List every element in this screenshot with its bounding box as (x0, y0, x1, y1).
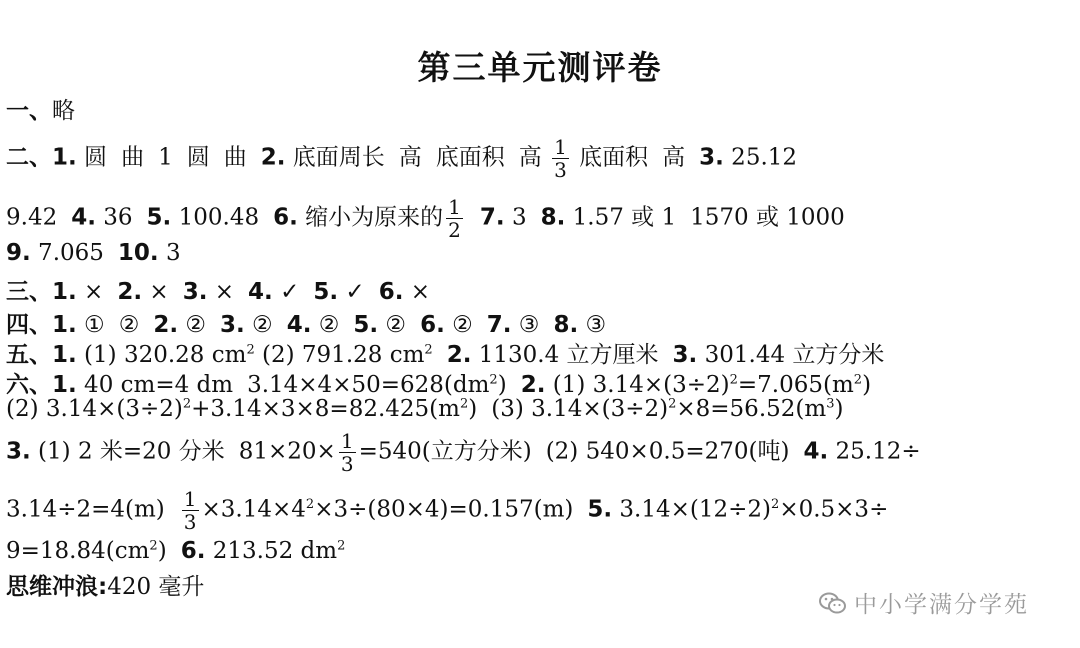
section-5-line: 五、1. (1) 320.28 $cm^2$ (2) 791.28 $cm^2$ 2. 1130.4 立方厘米 3. 301.44 立方分米 (6, 342, 885, 368)
section-2-line-3: 9. 7.065 10. 3 (6, 240, 181, 266)
section-2-line-2: 9.42 4. 36 5. 100.48 6. 缩小为原来的 $\frac{1}{2}$ 7. 3 8. 1.57 或 1 1570 或 1000 (6, 195, 845, 242)
section-6-line-3: 3. (1) 2 米=20 分米 81×20× $\frac{1}{3}$ =540(立方分米) (2) 540×0.5=270(吨) 4. 25.12÷ (6, 429, 921, 476)
fraction-one-third: $\frac{1}{3}$ (183, 487, 197, 534)
watermark-text: 中小学满分学苑 (854, 592, 1029, 618)
section-6-line-5: $9=18.84(cm^2)$ 6. 213.52 $dm^2$ (6, 538, 346, 564)
watermark (818, 586, 1029, 622)
challenge-line: 思维冲浪:420 毫升 (6, 574, 205, 600)
page-title: 第三单元测评卷 (417, 48, 663, 87)
section-2-line-1: 二、1. 圆 曲 1 圆 曲 2. 底面周长 高 底面积 高 $\frac{1}{3}$ 底面积 高 3. 25.12 (6, 135, 798, 182)
fraction-one-third: $\frac{1}{3}$ (340, 429, 354, 476)
section-6-line-4: 3.14÷2=4(m) $\frac{1}{3}$ $\times 3.14\times 4^2\times 3\div(80\times 4)=0.157(m)$ 5. $3.14\times(12\div 2)^2\times 0.5\times 3\div$ (6, 487, 889, 534)
fraction-one-half: $\frac{1}{2}$ (448, 195, 461, 242)
section-1-line: 一、略 (6, 98, 75, 124)
section-4-line: 四、1. ① ② 2. ② 3. ② 4. ② 5. ② 6. ② 7. ③ 8. ③ (6, 312, 607, 338)
fraction-one-third: $\frac{1}{3}$ (554, 135, 567, 182)
section-3-line: 三、1. × 2. × 3. × 4. ✓ 5. ✓ 6. × (6, 279, 431, 305)
section-6-line-2: (2) $3.14\times(3\div 2)^2+3.14\times 3\times 8=82.425(m^2)$ (3) $3.14\times(3\div 2)^2\times 8=56.52(m^3)$ (6, 396, 844, 422)
section-6-line-1: 六、1. 40 cm=4 dm $3.14\times 4\times 50=628(dm^2)$ 2. (1) $3.14\times(3\div 2)^2=7.065(m^2)$ (6, 372, 872, 398)
wechat-icon (818, 590, 848, 622)
